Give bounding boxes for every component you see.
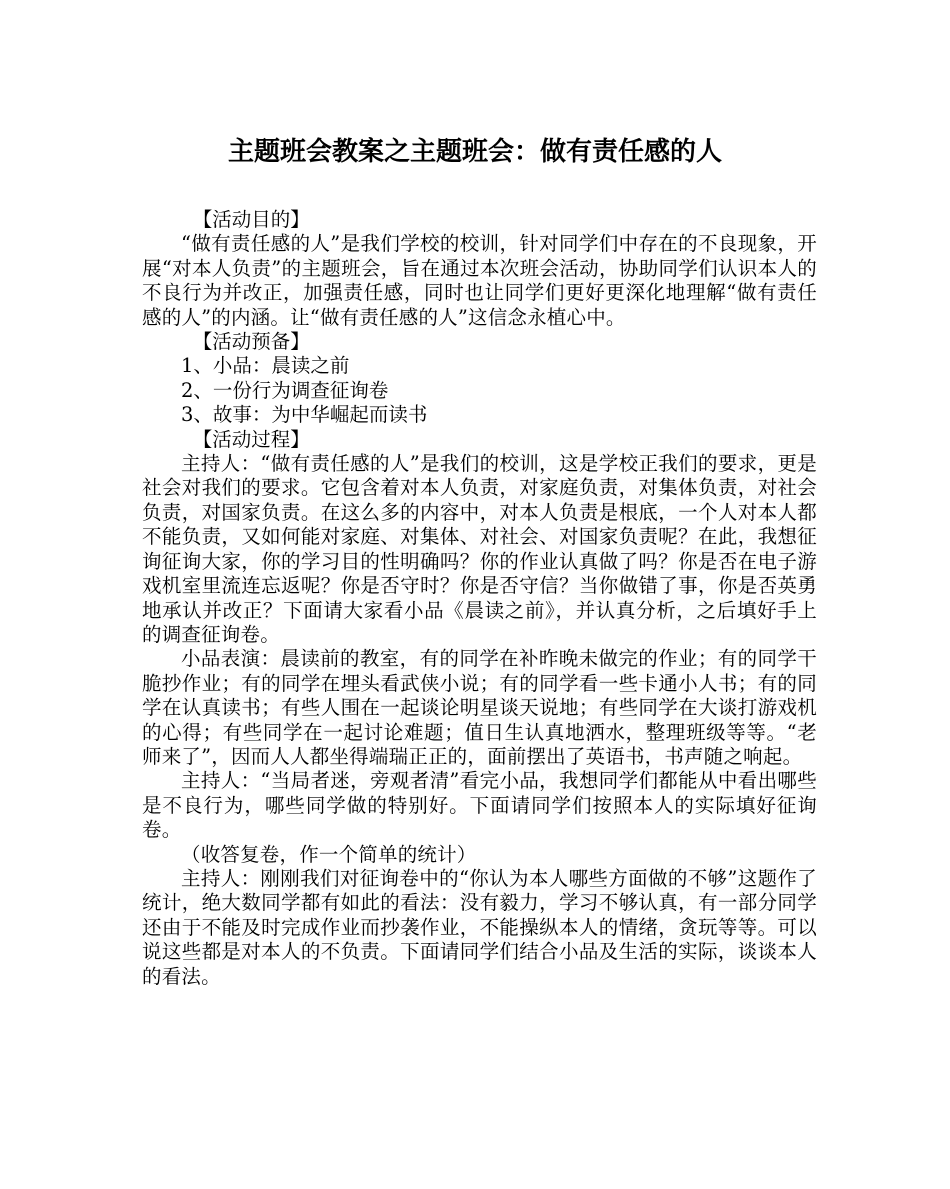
document-title: 主题班会教案之主题班会：做有责任感的人 bbox=[227, 137, 722, 167]
list-item: 1、小品：晨读之前 bbox=[181, 354, 350, 378]
list-item: 2、一份行为调查征询卷 bbox=[181, 378, 389, 402]
section-heading-purpose: 【活动目的】 bbox=[192, 208, 310, 231]
paragraph-host-summary: 主持人：刚刚我们对征询卷中的“你认为本人哪些方面做的不够”这题作了统计，绝大数同学都有如此的看法：没有毅力，学习不够认真，有一部分同学还由于不能及时完成作业而抄袭作业，不能操纵本人的情绪，贪玩等等。可以说这些都是对本人的不负责。下面请同学们结合小品及生活的实际，谈谈本人的看法。 bbox=[142, 866, 817, 988]
paragraph-skit: 小品表演：晨读前的教室，有的同学在补昨晚未做完的作业；有的同学干脆抄作业；有的同学在埋头看武侠小说；有的同学看一些卡通小人书；有的同学在认真读书；有些人围在一起谈论明星谈天说地；有些同学在大谈打游戏机的心得；有些同学在一起讨论难题；值日生认真地洒水，整理班级等等。“老师来了”，因而人人都坐得端瑞正正的，面前摆出了英语书，书声随之响起。 bbox=[142, 647, 817, 768]
paragraph-purpose: “做有责任感的人”是我们学校的校训，针对同学们中存在的不良现象，开展“对本人负责”的主题班会，旨在通过本次班会活动，协助同学们认识本人的不良行为并改正，加强责任感，同时也让同学们更好更深化地理解“做有责任感的人”的内涵。让“做有责任感的人”这信念永植心中。 bbox=[142, 232, 817, 329]
document-body bbox=[142, 208, 817, 989]
list-item: 3、故事：为中华崛起而读书 bbox=[181, 403, 428, 427]
paragraph-collect-survey: （收答复卷，作一个简单的统计） bbox=[181, 842, 477, 866]
section-heading-process: 【活动过程】 bbox=[192, 427, 310, 451]
paragraph-host-intro: 主持人：“做有责任感的人”是我们的校训，这是学校正我们的要求，更是社会对我们的要求。它包含着对本人负责，对家庭负责，对集体负责，对社会负责，对国家负责。在这么多的内容中，对本人负责是根底，一个人对本人都不能负责，又如何能对家庭、对集体、对社会、对国家负责呢？在此，我想征询征询大家，你的学习目的性明确吗？你的作业认真做了吗？你是否在电子游戏机室里流连忘返呢？你是否守时？你是否守信？当你做错了事，你是否英勇地承认并改正？下面请大家看小品《晨读之前》，并认真分析，之后填好手上的调查征询卷。 bbox=[142, 452, 817, 646]
section-heading-preparation: 【活动预备】 bbox=[192, 330, 310, 354]
paragraph-host-after-skit: 主持人：“当局者迷，旁观者清”看完小品，我想同学们都能从中看出哪些是不良行为，哪些同学做的特别好。下面请同学们按照本人的实际填好征询卷。 bbox=[142, 769, 817, 842]
